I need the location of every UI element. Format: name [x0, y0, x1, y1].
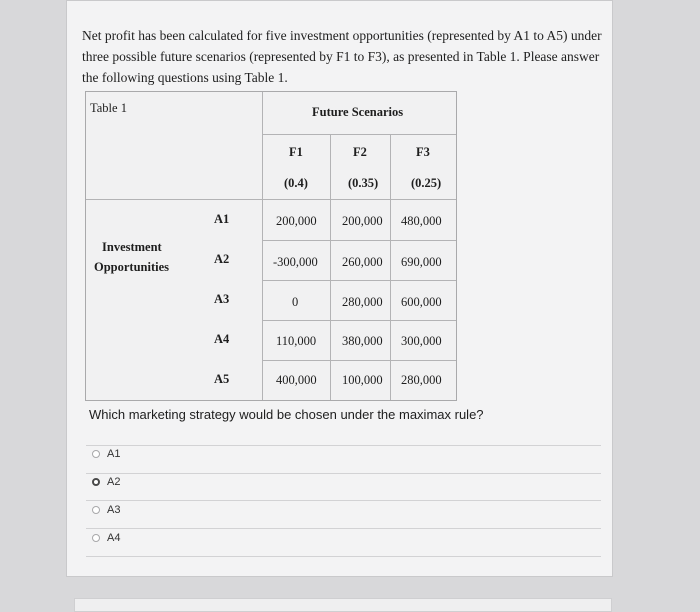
option-a3[interactable]	[92, 504, 120, 516]
divider	[86, 473, 601, 474]
option-label: A2	[107, 476, 121, 488]
divider	[86, 556, 601, 557]
table-cell: 260,000	[342, 255, 383, 269]
table-cell: 300,000	[401, 334, 442, 348]
table-cell: 400,000	[276, 373, 317, 387]
scenario-prob: (0.4)	[284, 176, 308, 190]
option-a1[interactable]	[92, 448, 120, 460]
table-cell: 110,000	[276, 334, 317, 348]
option-a4[interactable]	[92, 532, 120, 544]
row-label: A1	[214, 212, 230, 226]
table-1	[85, 91, 457, 401]
table-cell: 0	[292, 295, 299, 309]
radio-selected-icon[interactable]	[92, 478, 100, 486]
row-label: A5	[214, 372, 230, 386]
option-a2[interactable]	[92, 476, 120, 488]
question-text: Which marketing strategy would be chosen under the maximax rule?	[89, 407, 484, 422]
table-cell: 100,000	[342, 373, 383, 387]
next-question-card	[74, 598, 612, 612]
table-cell: 380,000	[342, 334, 383, 348]
table-caption: Table 1	[90, 101, 127, 115]
table-cell: 690,000	[401, 255, 442, 269]
radio-unselected-icon[interactable]	[92, 534, 100, 542]
table-cell: 480,000	[401, 214, 442, 228]
divider	[86, 445, 601, 446]
option-label: A4	[107, 532, 121, 544]
table-cell: 600,000	[401, 295, 442, 309]
option-label: A1	[107, 448, 121, 460]
table-cell: 200,000	[342, 214, 383, 228]
radio-unselected-icon[interactable]	[92, 450, 100, 458]
table-cell: 200,000	[276, 214, 317, 228]
row-header-opportunities: Opportunities	[94, 260, 170, 274]
scenario-prob: (0.35)	[348, 176, 379, 190]
table-cell: -300,000	[273, 255, 318, 269]
table-cell: 280,000	[401, 373, 442, 387]
row-label: A4	[214, 332, 230, 346]
radio-unselected-icon[interactable]	[92, 506, 100, 514]
scenario-prob: (0.25)	[411, 176, 442, 190]
future-scenarios-header: Future Scenarios	[312, 105, 404, 119]
row-header-investment: Investment	[102, 240, 162, 254]
table-cell: 280,000	[342, 295, 383, 309]
scenario-name: F1	[289, 145, 303, 159]
question-intro: Net profit has been calculated for five investment opportunities (represented by A1 to A5) under three possible future scenarios (represented by F1 to F3), as presented in Table 1. Please answer the following questions using Table 1.	[82, 28, 602, 85]
scenario-name: F3	[416, 145, 430, 159]
row-label: A2	[214, 252, 230, 266]
row-label: A3	[214, 292, 230, 306]
divider	[86, 528, 601, 529]
divider	[86, 500, 601, 501]
option-label: A3	[107, 504, 121, 516]
scenario-name: F2	[353, 145, 367, 159]
